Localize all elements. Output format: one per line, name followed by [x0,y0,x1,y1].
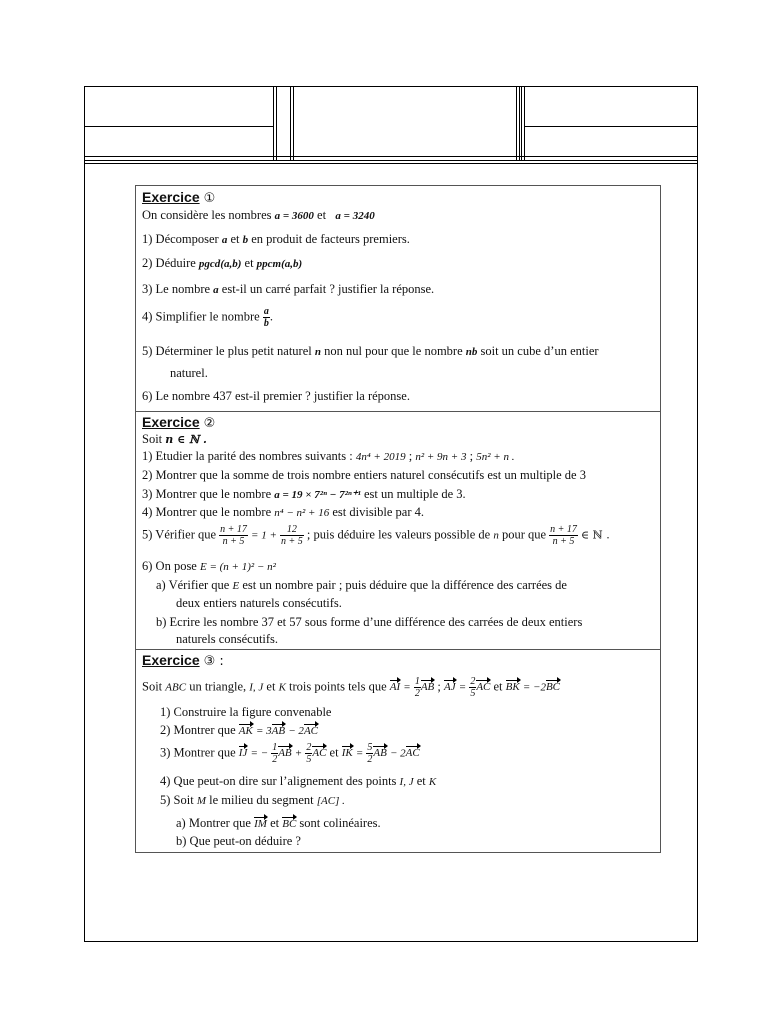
point-k: K [278,681,286,694]
header-column-separator-left [273,86,277,160]
exercise-2-q6a-continued: deux entiers naturels consécutifs. [176,596,342,610]
q3-equals: = − [250,747,269,760]
et-word-2: et [493,679,503,694]
triangle-text: un triangle, [189,679,247,694]
points-ij: I, J [249,681,264,694]
q3-rest: est-il un carré parfait ? justifier la réponse. [221,282,435,296]
q4-k: K [428,776,437,788]
bk-equals: = −2 [522,681,546,694]
q1-expr-3: 5n² + n . [476,451,515,463]
exercise-2-title: Exercice [142,414,200,430]
header-divider-right [524,126,698,127]
q5-mid: non nul pour que le nombre [324,344,463,358]
q2-ab-2: (a,b) [281,258,303,270]
q4-text: 4) Que peut-on dire sur l’alignement des points [160,774,397,788]
header-rule-2 [84,160,698,161]
exercise-1-intro [142,208,375,223]
q4-text: 4) Montrer que le nombre [142,505,272,519]
et-word: et [266,679,276,694]
q2-ab-1: (a,b) [220,258,242,270]
q4-rest: est divisible par 4. [332,505,425,519]
q5-fraction-2 [280,524,304,547]
exercise-2-q1 [142,449,514,464]
q3-equals-2: = [355,747,364,760]
q2-pgcd: pgcd [198,258,221,270]
q1-sep-1: ; [408,449,413,463]
q5-frac2-den: n + 5 [281,536,303,547]
q3-minus: − 2 [389,747,406,760]
exercise-1-number: ① [203,191,216,206]
exercise-1-heading [142,189,215,206]
q3-vector-ac-2: AC [405,747,420,760]
exercise-2-q2: 2) Montrer que la somme de trois nombre entiers naturel consécutifs est un multiple de 3 [142,468,586,482]
q6-expr: E = (n + 1)² − n² [199,561,276,573]
q5a-text: a) Montrer que [176,816,251,830]
q1-rest: en produit de facteurs premiers. [251,232,410,246]
exercise-1-q3 [142,282,434,297]
exercise-3-q1: 1) Construire la figure convenable [160,705,332,719]
q2-text: 2) Montrer que [160,723,236,737]
vector-bc: BC [545,681,561,694]
vector-bk: BK [505,681,520,694]
q4-dot: . [269,309,273,324]
exercise-3-q3 [160,742,420,765]
exercise-2-q6b: b) Ecrire les nombre 37 et 57 sous forme d’une différence des carrées de deux entiers [156,615,583,629]
q3-text: 3) Montrer que [160,745,236,760]
triangle-abc: ABC [165,681,187,694]
q5-fraction-3 [549,524,578,547]
n-in-N: n ∈ ℕ . [165,433,207,446]
exercise-3 [135,649,661,853]
q5-pour: pour que [501,527,547,542]
header-table [84,86,698,156]
q3-frac2-num: 2 [306,742,312,753]
q4-text: 4) Simplifier le nombre [142,309,260,324]
q5-rest: le milieu du segment [209,793,314,807]
q3-frac3-den: 2 [367,754,373,765]
exercise-1-q5 [142,344,599,359]
exercise-2 [135,411,661,650]
exercise-3-q2 [160,723,318,738]
trois-points-text: trois points tels que [289,679,387,694]
b-definition: a = 3240 [335,210,375,222]
header-divider-left [84,126,274,127]
header-rule-3 [84,163,698,164]
q5-text: 5) Déterminer le plus petit naturel [142,344,312,358]
vector-ij: IJ [238,747,248,760]
q6a-rest: est un nombre pair ; puis déduire que la différence des carrées de [242,578,567,592]
exercise-3-number: ③ : [203,654,224,669]
exercise-2-q6a [156,578,567,593]
q4-fraction [263,306,270,329]
q1-sep-2: ; [469,449,474,463]
exercise-3-statement [142,676,560,699]
two-fifths-den: 5 [470,688,476,699]
q6a-text: a) Vérifier que [156,578,230,592]
q5-frac3-den: n + 5 [552,536,575,547]
q2-minus: − 2 [288,725,304,737]
exercise-1-q2 [142,256,302,271]
q5-fraction-1 [219,524,248,547]
vector-aj: AJ [444,681,456,694]
header-column-separator-right-2 [521,86,525,160]
q3-rest: est un multiple de 3. [363,487,466,501]
q5a-et: et [270,816,280,830]
vector-ac: AC [476,681,491,694]
q5a-rest: sont colinéaires. [299,816,381,830]
q4-denominator: b [263,318,269,329]
exercise-2-q4 [142,505,424,520]
q3-vector-ab: AB [278,747,292,760]
q5-mid: ; puis déduire les valeurs possible de [306,527,491,542]
equals-1: = [403,681,411,694]
q5-n: n [493,529,499,542]
q1-expr-2: n² + 9n + 3 [415,451,467,463]
vector-ik: IK [341,747,353,760]
q4-points: I, J [399,776,414,788]
q5-m: M [196,795,206,807]
vector-ab: AB [420,681,435,694]
q1-a: a [221,234,228,246]
q3-vector-ac: AC [312,747,327,760]
q2-et: et [244,256,254,270]
exercise-1 [135,185,661,412]
fraction-half [414,676,421,699]
soit-text: Soit [142,432,163,446]
q5-text: 5) Vérifier que [142,527,217,542]
q1-expr-1: 4n⁴ + 2019 [355,451,406,463]
q1-b: b [242,234,249,246]
q5-rest: soit un cube d’un entier [480,344,599,358]
q5-frac3-num: n + 17 [550,524,577,535]
q5-frac2-num: 12 [280,524,304,536]
q2-equals: = 3 [255,725,272,737]
q5-nb: nb [465,346,478,358]
q3-a: a [213,284,219,296]
q3-frac3-num: 5 [367,742,373,753]
q2-ppcm: ppcm [256,258,282,270]
q5-frac1-num: n + 17 [220,524,247,535]
q5-text: 5) Soit [160,793,194,807]
q1-et: et [230,232,240,246]
q4-et: et [416,774,426,788]
exercise-1-q6: 6) Le nombre 437 est-il premier ? justifier la réponse. [142,389,410,403]
soit-text: Soit [142,679,163,694]
exercise-2-q5 [142,524,610,547]
two-fifths-num: 2 [470,676,476,687]
exercise-3-q5b: b) Que peut-on déduire ? [176,834,301,848]
q3-frac1-num: 1 [272,742,278,753]
exercise-1-q5-continued: naturel. [170,366,208,380]
exercise-2-q3 [142,487,466,502]
q4-expr: n⁴ − n² + 16 [274,507,330,519]
q3-frac1-den: 2 [272,754,278,765]
q2-vector-ab: AB [271,725,286,737]
q2-text: 2) Déduire [142,256,196,270]
q1-text: 1) Etudier la parité des nombres suivants : [142,449,353,463]
q6a-E: E [232,580,240,592]
q3-text: 3) Le nombre [142,282,211,296]
exercise-2-q6 [142,559,276,574]
exercise-1-q4 [142,306,273,329]
exercise-2-heading [142,414,215,431]
q5a-vector-bc: BC [282,818,297,830]
vector-ai: AI [389,681,401,694]
q5-segment: [AC] . [316,795,345,807]
separator: ; [437,679,441,694]
q3-expr: a = 19 × 7²ⁿ − 7²ⁿ⁺¹ [274,489,361,501]
exercise-3-title: Exercice [142,652,200,668]
q5-end: ∈ ℕ . [581,528,610,542]
q5-n: n [314,346,321,358]
exercise-2-soit [142,432,207,447]
q1-text: 1) Décomposer [142,232,219,246]
equals-2: = [458,681,467,694]
q3-text: 3) Montrer que le nombre [142,487,272,501]
q6-text: 6) On pose [142,559,197,573]
exercise-3-q4 [160,774,436,789]
header-rule-1 [84,156,698,157]
exercise-3-q5 [160,793,345,808]
header-column-separator-left-2 [290,86,294,160]
q5-equals: = 1 + [251,529,277,542]
vector-ak: AK [238,725,253,737]
exercise-1-q1 [142,232,410,247]
et-word: et [317,208,327,222]
vector-im: IM [254,818,267,830]
intro-text: On considère les nombres [142,208,272,222]
q3-vector-ab-2: AB [373,747,387,760]
exercise-2-q6b-continued: naturels consécutifs. [176,632,279,646]
q2-vector-ac: AC [303,725,318,737]
exercise-3-q5a [176,816,381,831]
exercise-2-number: ② [203,416,216,431]
q3-plus: + [294,747,303,760]
q3-frac2-den: 5 [306,754,312,765]
header-column-separator-right [516,86,520,160]
exercise-1-title: Exercice [142,189,200,205]
half-den: 2 [414,688,420,699]
q4-numerator: a [263,306,269,317]
half-num: 1 [414,676,420,687]
exercise-3-heading [142,652,224,669]
a-definition: a = 3600 [274,210,314,222]
q5-frac1-den: n + 5 [222,536,245,547]
q3-et: et [329,745,339,760]
